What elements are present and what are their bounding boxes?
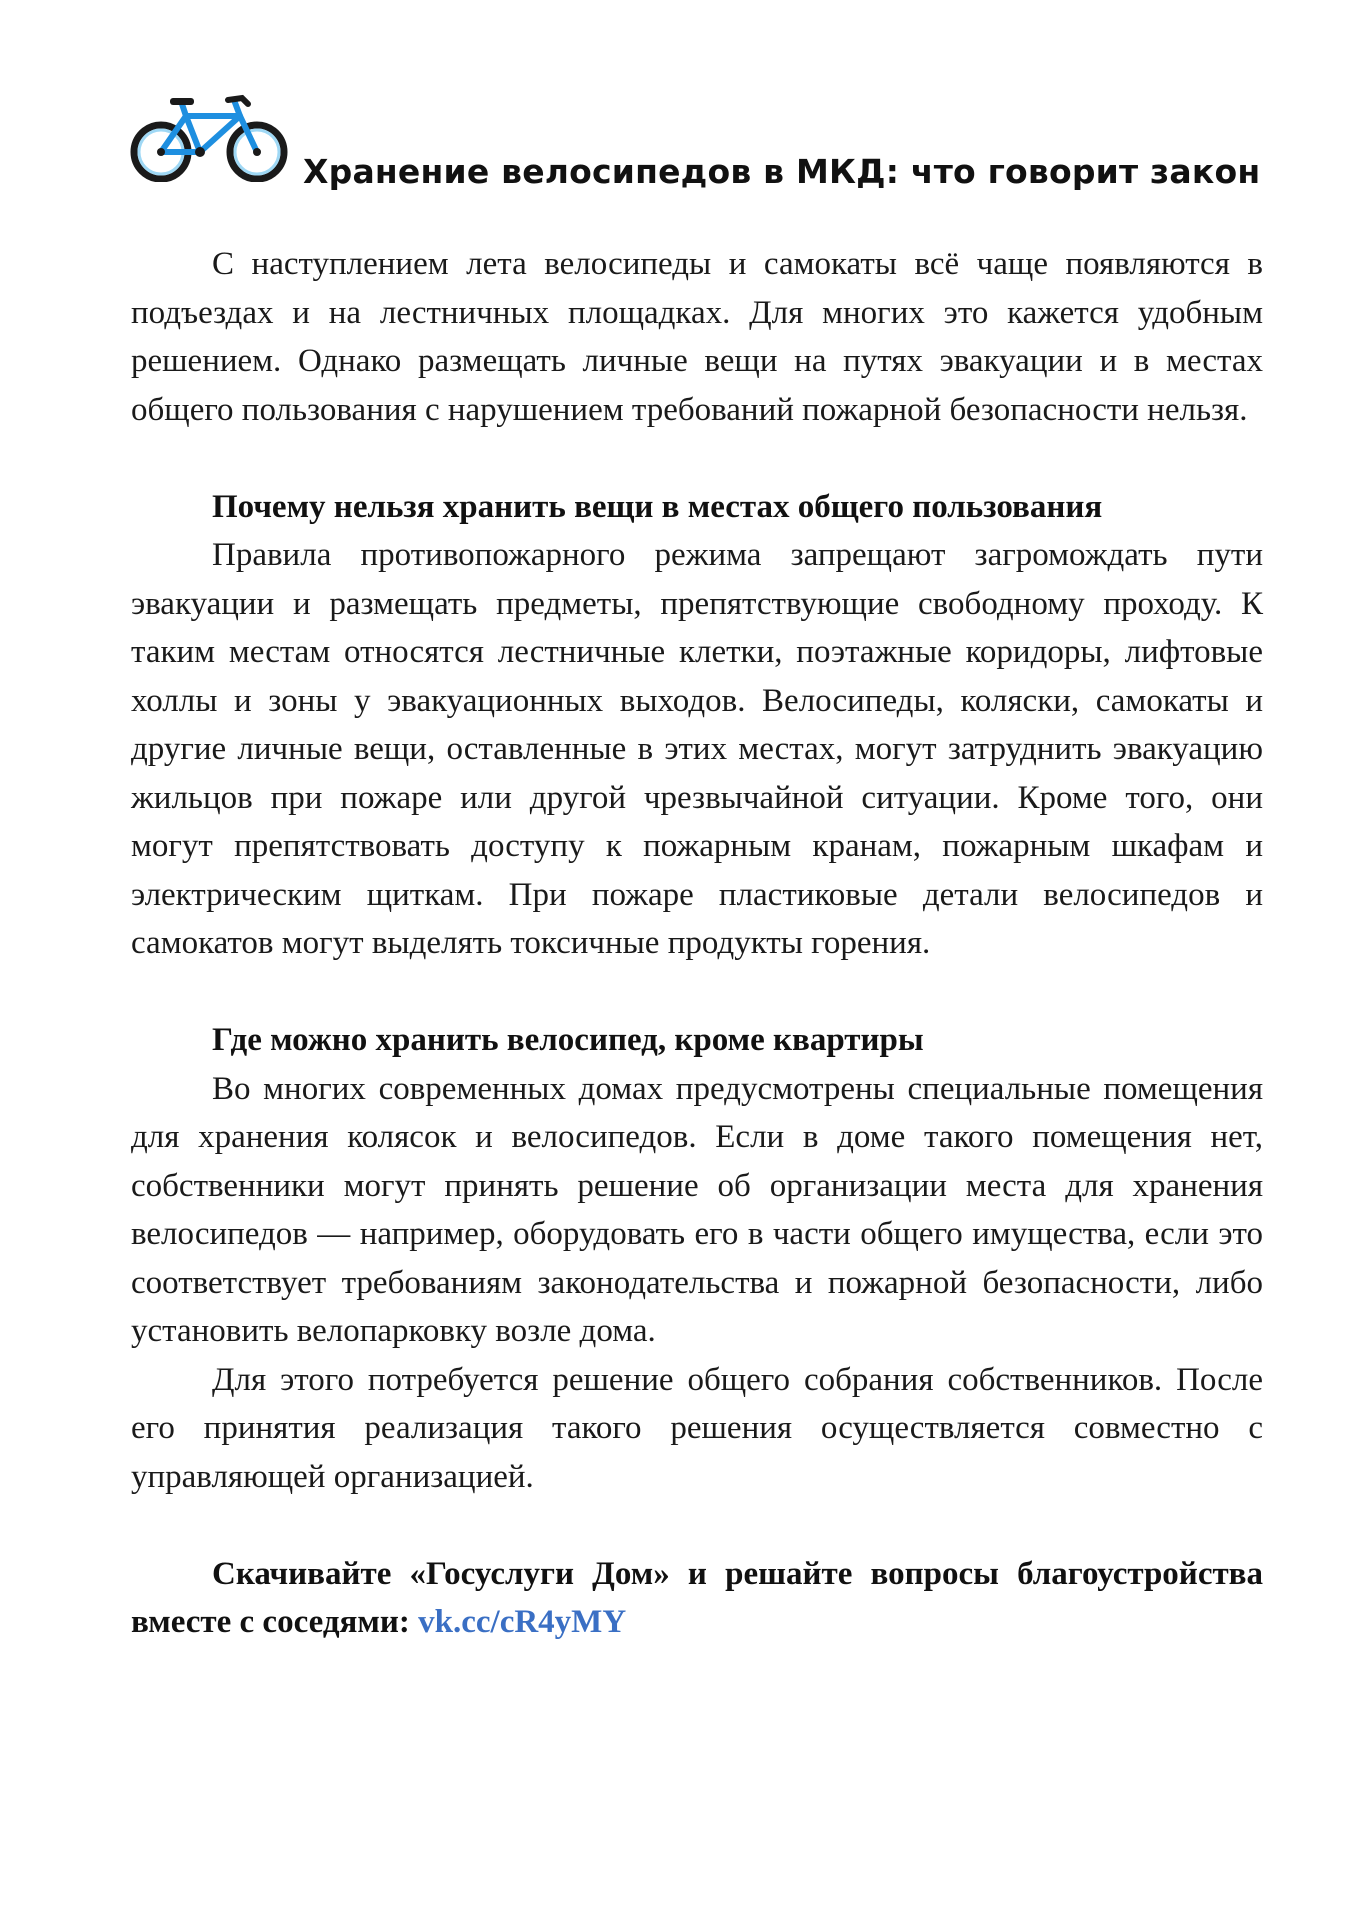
cta-link[interactable]: vk.cc/cR4yMY	[418, 1604, 627, 1640]
section-paragraph-why: Правила противопожарного режима запрещают загромождать пути эвакуации и размещать предметы, препятствующие свободному проходу. К таким местам относятся лестничные клетки, поэтажные коридоры, лифтовые холлы и зоны у эвакуационных выходов. Велосипеды, коляски, самокаты и другие личные вещи, оставленные в этих местах, могут затруднить эвакуацию жильцов при пожаре или другой чрезвычайной ситуации. Кроме того, они могут препятствовать доступу к пожарным кранам, пожарным шкафам и электрическим щиткам. При пожаре пластиковые детали велосипедов и самокатов могут выделять токсичные продукты горения.	[131, 537, 1263, 961]
section-paragraph-meeting: Для этого потребуется решение общего собрания собственников. После его принятия реализация такого решения осуществляется совместно с управляющей организацией.	[131, 1361, 1263, 1495]
page-title: Хранение велосипедов в МКД: что говорит закон	[303, 152, 1261, 191]
article-body	[131, 240, 1263, 1647]
spacer	[131, 968, 1263, 1017]
section-heading-why: Почему нельзя хранить вещи в местах общего пользования	[212, 488, 1103, 525]
section-heading-where: Где можно хранить велосипед, кроме квартиры	[212, 1022, 924, 1058]
spacer	[131, 1501, 1263, 1550]
section-paragraph-where: Во многих современных домах предусмотрены специальные помещения для хранения колясок и велосипедов. Если в доме такого помещения нет, собственники могут принять решение об организации места для хранения велосипедов — например, оборудовать его в части общего имущества, если это соответствует требованиям законодательства и пожарной безопасности, либо установить велопарковку возле дома.	[131, 1070, 1263, 1349]
intro-paragraph: С наступлением лета велосипеды и самокаты всё чаще появляются в подъездах и на лестничных площадках. Для многих это кажется удобным решением. Однако размещать личные вещи на путях эвакуации и в местах общего пользования с нарушением требований пожарной безопасности нельзя.	[131, 246, 1263, 428]
spacer	[131, 434, 1263, 483]
header	[128, 86, 1268, 206]
cta-text: Скачивайте «Госуслуги Дом» и решайте вопросы благоустройства вместе с соседями:	[131, 1555, 1263, 1640]
bicycle-icon	[128, 86, 290, 182]
call-to-action	[131, 1550, 1263, 1647]
